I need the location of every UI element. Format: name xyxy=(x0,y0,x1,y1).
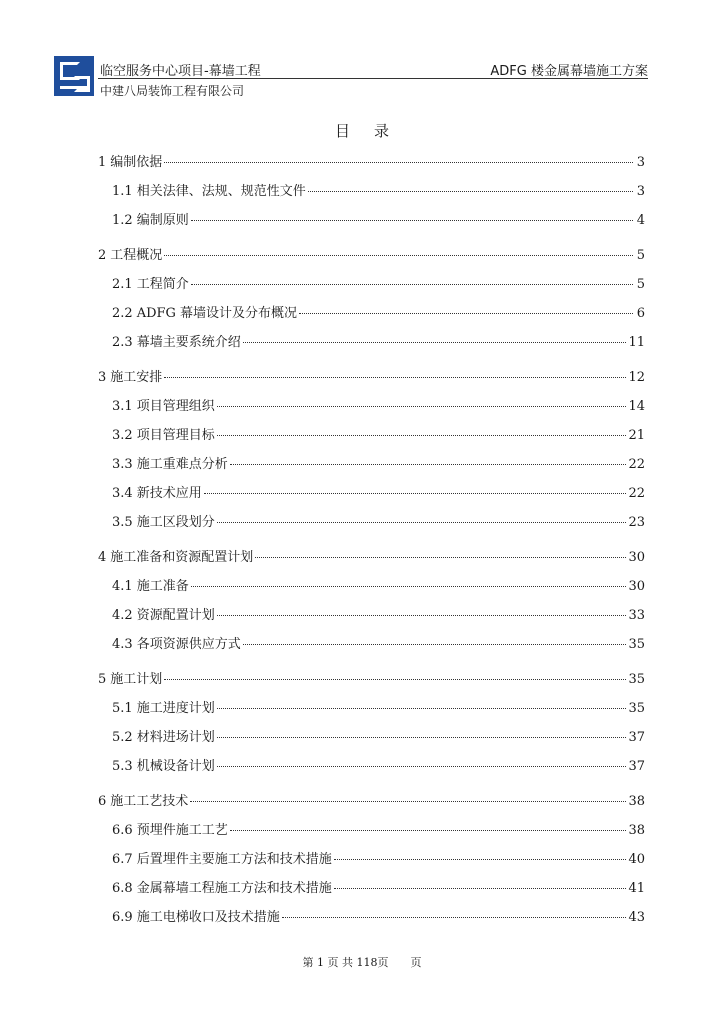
toc-entry-title: 后置埋件主要施工方法和技术措施 xyxy=(136,852,332,867)
toc-section-entry[interactable] xyxy=(98,575,645,604)
toc-dot-leader xyxy=(217,435,627,436)
toc-dot-leader xyxy=(191,220,633,221)
toc-dot-leader xyxy=(190,801,626,802)
toc-entry-page: 14 xyxy=(628,399,645,414)
toc-entry-title: 幕墙主要系统介绍 xyxy=(136,335,241,350)
toc-entry-number: 5.3 xyxy=(112,759,133,774)
toc-entry-title: 项目管理组织 xyxy=(136,399,215,414)
toc-entry-page: 37 xyxy=(628,759,645,774)
toc-entry-page: 30 xyxy=(628,550,645,565)
toc-dot-leader xyxy=(334,859,627,860)
toc-section-entry[interactable] xyxy=(98,604,645,633)
toc-entry-number: 4.3 xyxy=(112,637,133,652)
toc-entry-page: 3 xyxy=(636,155,645,170)
toc-entry-number: 1.2 xyxy=(112,213,133,228)
toc-entry-number: 3 xyxy=(98,370,107,385)
toc-entry-page: 38 xyxy=(628,794,645,809)
toc-entry-number: 6 xyxy=(98,794,107,809)
toc-dot-leader xyxy=(164,162,633,163)
toc-entry-title: 机械设备计划 xyxy=(136,759,215,774)
toc-entry-number: 3.5 xyxy=(112,515,133,530)
toc-entry-number: 3.3 xyxy=(112,457,133,472)
toc-dot-leader xyxy=(255,557,626,558)
toc-section-entry[interactable] xyxy=(98,424,645,453)
toc-entry-number: 5 xyxy=(98,672,107,687)
toc-section-entry[interactable] xyxy=(98,453,645,482)
toc-entry-page: 5 xyxy=(636,248,645,263)
toc-entry-number: 2.1 xyxy=(112,277,133,292)
toc-chapter-entry[interactable] xyxy=(98,668,645,697)
toc-dot-leader xyxy=(217,737,627,738)
toc-entry-page: 35 xyxy=(628,672,645,687)
toc-dot-leader xyxy=(217,522,627,523)
toc-entry-title: 相关法律、法规、规范性文件 xyxy=(136,184,306,199)
toc-entry-page: 4 xyxy=(636,213,645,228)
toc-entry-title: 施工安排 xyxy=(110,370,163,385)
toc-entry-number: 4 xyxy=(98,550,107,565)
toc-entry-page: 38 xyxy=(628,823,645,838)
toc-entry-number: 2.2 xyxy=(112,306,133,321)
toc-entry-page: 6 xyxy=(636,306,645,321)
toc-entry-title: 施工电梯收口及技术措施 xyxy=(136,910,280,925)
toc-section-entry[interactable] xyxy=(98,209,645,238)
toc-dot-leader xyxy=(243,342,627,343)
toc-section-entry[interactable] xyxy=(98,906,645,935)
toc-entry-page: 21 xyxy=(628,428,645,443)
toc-entry-title: 预埋件施工工艺 xyxy=(136,823,228,838)
toc-entry-number: 3.2 xyxy=(112,428,133,443)
toc-entry-page: 5 xyxy=(636,277,645,292)
toc-entry-number: 3.4 xyxy=(112,486,133,501)
page-header xyxy=(54,56,648,104)
toc-dot-leader xyxy=(217,406,627,407)
toc-dot-leader xyxy=(164,255,633,256)
toc-entry-number: 3.1 xyxy=(112,399,133,414)
toc-section-entry[interactable] xyxy=(98,302,645,331)
toc-entry-page: 35 xyxy=(628,637,645,652)
toc-dot-leader xyxy=(282,917,627,918)
toc-entry-page: 22 xyxy=(628,486,645,501)
toc-entry-number: 5.1 xyxy=(112,701,133,716)
header-rule xyxy=(98,78,648,79)
toc-entry-title: 编制原则 xyxy=(136,213,189,228)
toc-dot-leader xyxy=(230,830,627,831)
toc-entry-page: 30 xyxy=(628,579,645,594)
toc-entry-page: 41 xyxy=(628,881,645,896)
toc-entry-title: 施工工艺技术 xyxy=(110,794,189,809)
toc-entry-title: 施工准备 xyxy=(136,579,189,594)
toc-entry-number: 1.1 xyxy=(112,184,133,199)
toc-entry-page: 37 xyxy=(628,730,645,745)
toc-dot-leader xyxy=(308,191,633,192)
toc-entry-page: 43 xyxy=(628,910,645,925)
toc-section-entry[interactable] xyxy=(98,482,645,511)
toc-section-entry[interactable] xyxy=(98,633,645,662)
toc-dot-leader xyxy=(299,313,633,314)
toc-entry-number: 4.1 xyxy=(112,579,133,594)
toc-dot-leader xyxy=(230,464,627,465)
toc-entry-number: 6.9 xyxy=(112,910,133,925)
toc-chapter-entry[interactable] xyxy=(98,366,645,395)
toc-entry-title: 施工进度计划 xyxy=(136,701,215,716)
toc-entry-number: 1 xyxy=(98,155,107,170)
toc-entry-title: ADFG 幕墙设计及分布概况 xyxy=(136,306,298,321)
toc-chapter-entry[interactable] xyxy=(98,546,645,575)
company-name: 中建八局装饰工程有限公司 xyxy=(100,84,245,98)
toc-entry-number: 2 xyxy=(98,248,107,263)
toc-dot-leader xyxy=(243,644,627,645)
toc-section-entry[interactable] xyxy=(98,819,645,848)
toc-entry-page: 3 xyxy=(636,184,645,199)
toc-dot-leader xyxy=(191,284,633,285)
toc-entry-title: 施工计划 xyxy=(110,672,163,687)
toc-entry-title: 工程简介 xyxy=(136,277,189,292)
toc-chapter-entry[interactable] xyxy=(98,790,645,819)
toc-entry-page: 23 xyxy=(628,515,645,530)
toc-title: 目录 xyxy=(334,122,413,140)
table-of-contents xyxy=(98,151,645,935)
company-logo-icon xyxy=(54,56,94,96)
toc-entry-title: 编制依据 xyxy=(110,155,163,170)
toc-chapter-entry[interactable] xyxy=(98,151,645,180)
toc-entry-number: 6.7 xyxy=(112,852,133,867)
toc-entry-page: 11 xyxy=(628,335,645,350)
toc-entry-number: 5.2 xyxy=(112,730,133,745)
page-footer: 第 1 页 共 118页 页 xyxy=(302,956,422,969)
toc-entry-title: 各项资源供应方式 xyxy=(136,637,241,652)
toc-entry-page: 33 xyxy=(628,608,645,623)
toc-section-entry[interactable] xyxy=(98,726,645,755)
toc-entry-number: 2.3 xyxy=(112,335,133,350)
toc-dot-leader xyxy=(334,888,627,889)
toc-dot-leader xyxy=(204,493,627,494)
toc-section-entry[interactable] xyxy=(98,697,645,726)
toc-entry-title: 施工重难点分析 xyxy=(136,457,228,472)
toc-entry-number: 6.6 xyxy=(112,823,133,838)
toc-entry-number: 6.8 xyxy=(112,881,133,896)
toc-entry-title: 施工区段划分 xyxy=(136,515,215,530)
toc-dot-leader xyxy=(217,766,627,767)
toc-entry-page: 22 xyxy=(628,457,645,472)
toc-section-entry[interactable] xyxy=(98,180,645,209)
toc-dot-leader xyxy=(191,586,627,587)
toc-entry-title: 资源配置计划 xyxy=(136,608,215,623)
toc-entry-title: 新技术应用 xyxy=(136,486,202,501)
toc-section-entry[interactable] xyxy=(98,755,645,784)
toc-chapter-entry[interactable] xyxy=(98,244,645,273)
toc-dot-leader xyxy=(217,615,627,616)
toc-dot-leader xyxy=(164,377,626,378)
toc-entry-title: 施工准备和资源配置计划 xyxy=(110,550,254,565)
toc-section-entry[interactable] xyxy=(98,395,645,424)
toc-entry-title: 金属幕墙工程施工方法和技术措施 xyxy=(136,881,332,896)
toc-entry-number: 4.2 xyxy=(112,608,133,623)
toc-entry-page: 40 xyxy=(628,852,645,867)
toc-entry-title: 材料进场计划 xyxy=(136,730,215,745)
toc-section-entry[interactable] xyxy=(98,331,645,360)
toc-section-entry[interactable] xyxy=(98,273,645,302)
toc-entry-title: 工程概况 xyxy=(110,248,163,263)
toc-entry-page: 12 xyxy=(628,370,645,385)
toc-dot-leader xyxy=(164,679,626,680)
toc-section-entry[interactable] xyxy=(98,848,645,877)
toc-section-entry[interactable] xyxy=(98,511,645,540)
toc-entry-page: 35 xyxy=(628,701,645,716)
document-title: ADFG 楼金属幕墙施工方案 xyxy=(490,64,648,79)
toc-section-entry[interactable] xyxy=(98,877,645,906)
toc-dot-leader xyxy=(217,708,627,709)
toc-entry-title: 项目管理目标 xyxy=(136,428,215,443)
project-name: 临空服务中心项目-幕墙工程 xyxy=(100,64,261,79)
